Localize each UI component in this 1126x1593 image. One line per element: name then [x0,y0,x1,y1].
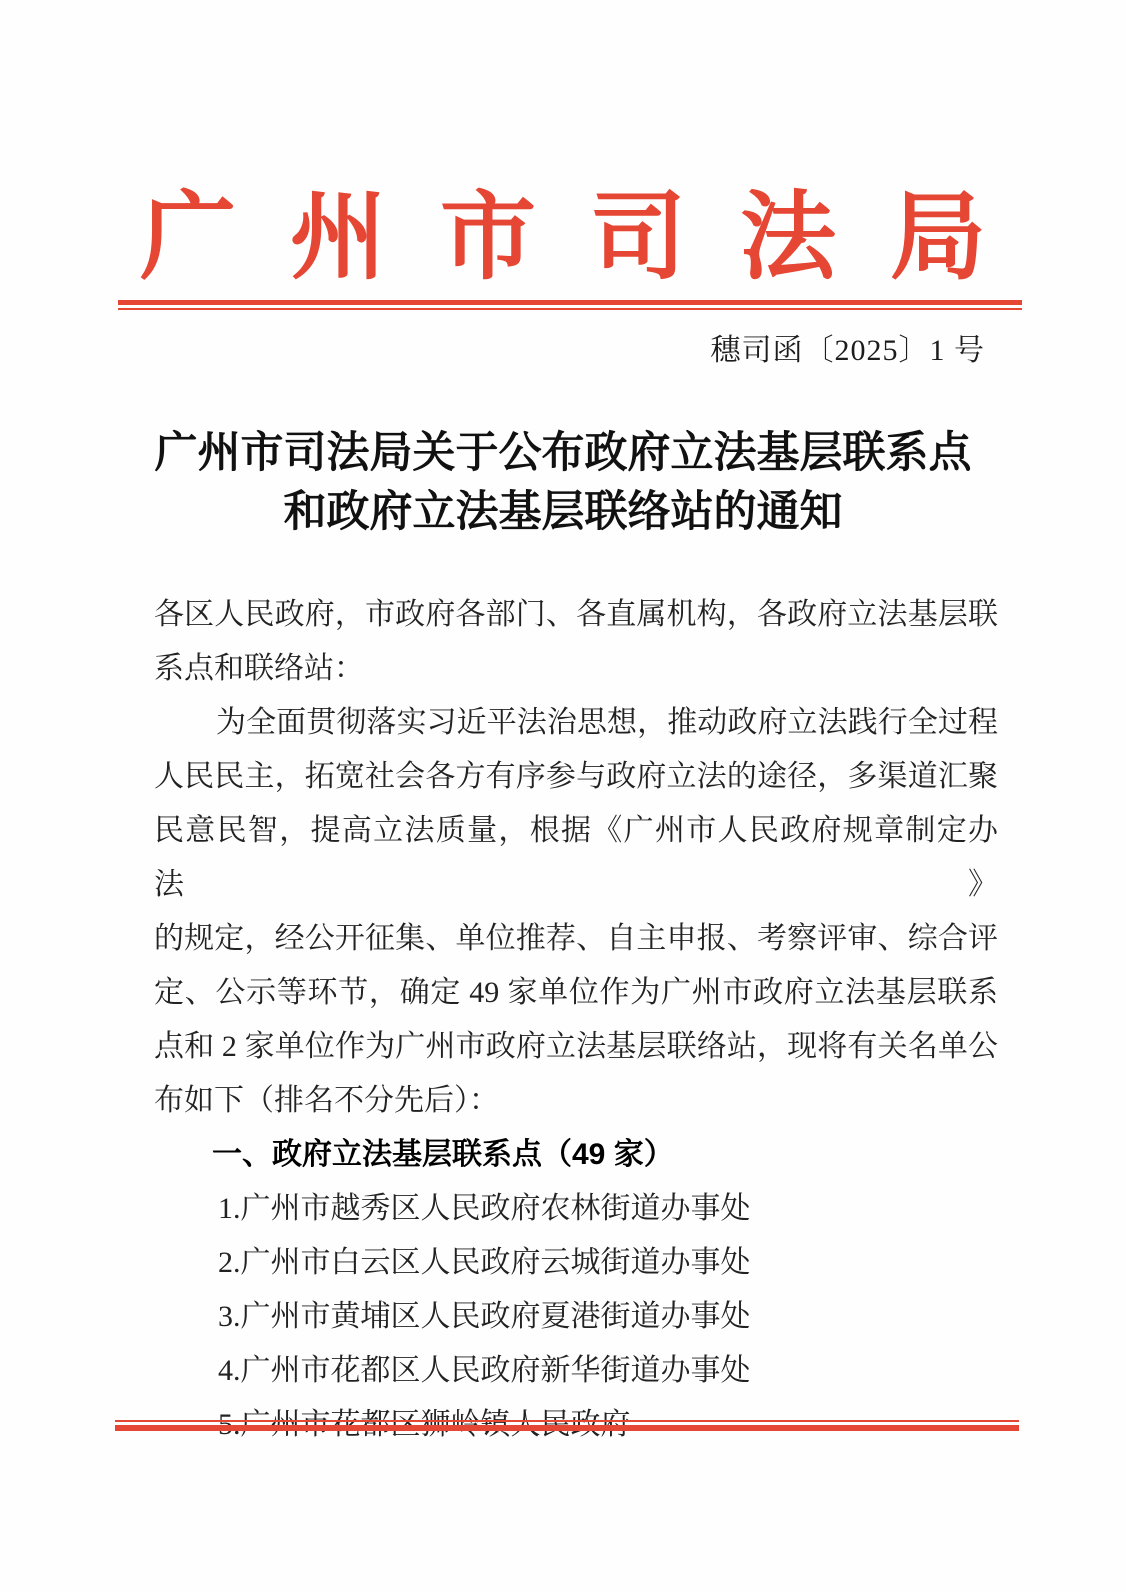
body-line: 的规定，经公开征集、单位推荐、自主申报、考察评审、综合评 [154,922,998,955]
list-item: 2.广州市白云区人民政府云城街道办事处 [218,1246,751,1279]
list-item: 3.广州市黄埔区人民政府夏港街道办事处 [218,1300,751,1333]
notice-title-line1: 广州市司法局关于公布政府立法基层联系点 [154,430,972,477]
list-item: 1.广州市越秀区人民政府农林街道办事处 [218,1192,751,1225]
footer-double-rule [115,1420,1019,1431]
salutation-line: 系点和联络站： [154,652,364,685]
body-line: 人民民主，拓宽社会各方有序参与政府立法的途径，多渠道汇聚 [154,760,998,793]
document-number: 穗司函〔2025〕1 号 [710,334,985,367]
section-heading: 一、政府立法基层联系点（49 家） [212,1138,674,1171]
body-line: 民意民智，提高立法质量，根据《广州市人民政府规章制定办法》 [154,814,998,901]
letterhead-rule-thin [118,308,1022,310]
letterhead-agency-name: 广 州 市 司 法 局 [140,184,986,291]
notice-title [0,424,1126,542]
body-line: 为全面贯彻落实习近平法治思想，推动政府立法践行全过程 [216,706,998,739]
salutation-line: 各区人民政府，市政府各部门、各直属机构，各政府立法基层联 [154,598,998,631]
footer-rule-thick [115,1425,1019,1431]
notice-title-line2: 和政府立法基层联络站的通知 [283,489,843,536]
list-item: 4.广州市花都区人民政府新华街道办事处 [218,1354,751,1387]
body-line: 定、公示等环节，确定 49 家单位作为广州市政府立法基层联系 [154,976,998,1009]
letterhead-double-rule [118,300,1022,310]
body-line: 点和 2 家单位作为广州市政府立法基层联络站，现将有关名单公 [154,1030,998,1063]
body-line: 布如下（排名不分先后）： [154,1084,499,1117]
notice-body [154,588,998,1452]
